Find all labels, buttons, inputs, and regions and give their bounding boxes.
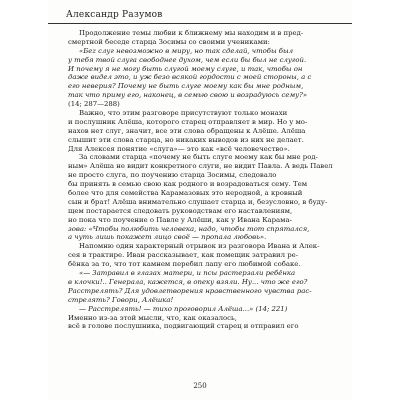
text-line: сын и брат! Алёша внимательно слушает старца и, безусловно, в буду- bbox=[68, 197, 328, 206]
text-line: нахов нет слуг, значит, все эти слова обращены к Алёше. Алёша bbox=[68, 126, 306, 135]
text-line: щем постарается следовать руководствам его наставлениям, bbox=[68, 206, 293, 215]
text-line: но пока что поучение о Павле у Алёши, как у Ивана Карама- bbox=[68, 215, 292, 224]
text-line: так что приму его, наконец, в семью свою и возрадуюсь сему?» bbox=[68, 91, 308, 100]
text-line: стрелять? Говори, Алёшка! bbox=[68, 295, 174, 304]
page-number: 250 bbox=[193, 382, 207, 390]
text-line: ным» Алёша не видит конкретного слуги, не видит Павла. А ведь Павел bbox=[68, 162, 333, 171]
text-line: слышит эти слова старца, но никаких выводов из них не делает. bbox=[68, 135, 304, 144]
text-line: «— Затравил в глазах матери, и псы растерзали ребёнка bbox=[79, 269, 296, 278]
text-line: Для Алексея понятие «слуга»— это как «всё человечество». bbox=[68, 144, 290, 153]
book-page bbox=[48, 0, 352, 400]
text-line: смертной беседе старца Зосимы со своими учениками: bbox=[68, 37, 270, 46]
text-line: в клочки!.. Генерала, кажется, в опеку взяли. Ну... что же его? bbox=[68, 277, 308, 286]
text-line: Важно, что этим разговоре присутствуют только монахи bbox=[79, 109, 288, 118]
text-line: — Расстрелять! — тихо проговорил Алёша...» (14; 221) bbox=[79, 304, 288, 313]
text-line: зова: «Чтобы полюбить человека, надо, чтобы тот спрятался, bbox=[68, 224, 310, 233]
running-header bbox=[48, 9, 352, 24]
text-line: (14; 287—288) bbox=[68, 100, 120, 109]
text-line: Напомню один характерный отрывок из разговора Ивана и Алек- bbox=[79, 242, 320, 251]
text-line: Именно из-за этой мысли, что, как оказалось, bbox=[68, 313, 237, 322]
text-line: Расстрелять? Для удовлетворения нравственного чувства рас- bbox=[68, 286, 312, 295]
text-line: бы принять в семью свою как родного и возрадоваться сему. Тем bbox=[68, 180, 308, 189]
text-line: у тебя твой слуга свободнее духом, чем если бы был не слугой. bbox=[68, 55, 307, 64]
running-header-author: Александр Разумов bbox=[66, 10, 163, 20]
text-line: сея в трактире. Иван рассказывает, как помещик затравил ре- bbox=[68, 251, 299, 260]
text-line: всё в голове послушника, подвигающий старец и отправил его bbox=[68, 322, 299, 331]
text-line: более что для семейства Карамазовых это неродной, а кровный bbox=[68, 189, 303, 198]
text-line: его неверия? Почему не быть слуге моему как бы мне родным, bbox=[68, 82, 304, 91]
text-line: даже видел это, и уж безо всякой гордости с моей стороны, а с bbox=[68, 73, 312, 82]
text-line: бёнка за то, что тот камнем перебил лапу его любимой собаке. bbox=[68, 260, 301, 269]
text-line: За словами старца «почему не быть слуге моему как бы мне род- bbox=[79, 153, 318, 162]
body-text bbox=[68, 29, 340, 331]
text-line: а чуть лишь покажет лицо своё — пропала любовь». bbox=[68, 233, 267, 242]
text-line: Продолжение темы любви к ближнему мы находим и в пред- bbox=[79, 29, 304, 37]
text-line: «Бez слуг невозможно в миру, но так сделай, чтобы был bbox=[79, 46, 293, 55]
text-line: и послушник Алёша, которого старец отправляет в мир. Но у мо- bbox=[68, 117, 308, 126]
text-line: не просто слуга, по поучению старца Зосимы, следовало bbox=[68, 171, 277, 180]
text-line: И почему я не могу быть слугой моему слуге, и так, чтобы он bbox=[68, 64, 303, 73]
